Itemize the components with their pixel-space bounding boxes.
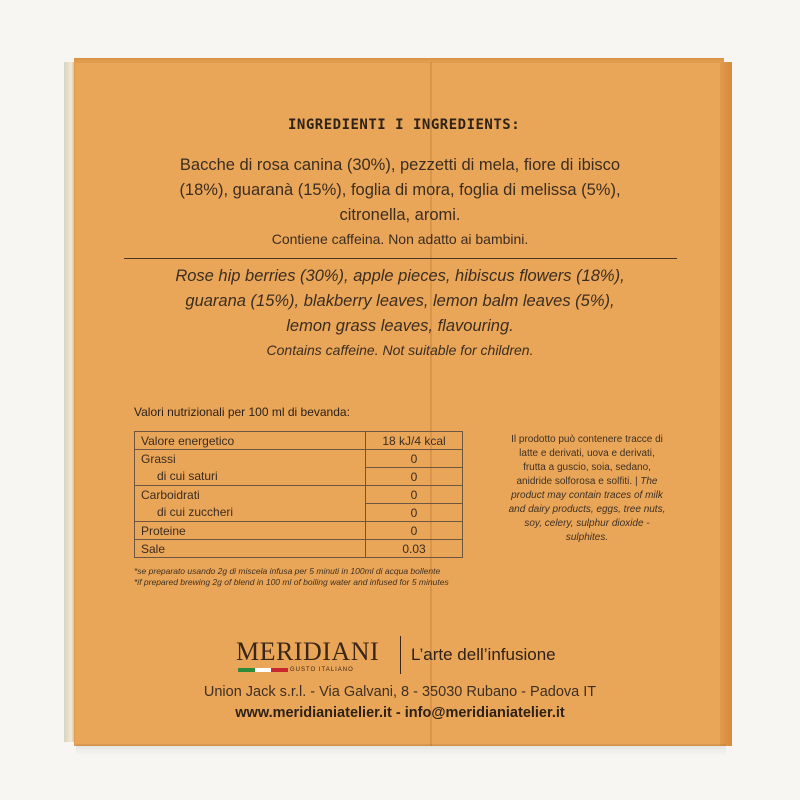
- ingredients-english-line: lemon grass leaves, flavouring.: [286, 317, 514, 335]
- nutrient-label: Grassi: [135, 450, 366, 468]
- allergen-notice: [507, 433, 667, 545]
- table-row: [135, 486, 463, 504]
- allergen-english: | The product may contain traces of milk and dairy products, eggs, tree nuts, soy, celery, sulphur dioxide - sulphites.: [508, 476, 666, 543]
- company-website: www.meridianiatelier.it - info@meridianiatelier.it: [235, 705, 565, 721]
- nutrition-heading: Valori nutrizionali per 100 ml di bevanda:: [134, 405, 350, 419]
- caffeine-warning-english: Contains caffeine. Not suitable for children.: [266, 342, 534, 358]
- flag-green: [238, 668, 255, 672]
- nutrition-table: [134, 431, 463, 558]
- ingredients-italian-line: Bacche di rosa canina (30%), pezzetti di mela, fiore di ibisco: [179, 156, 621, 174]
- nutrition-footnote: [134, 566, 494, 588]
- nutrient-value: 0: [366, 450, 463, 468]
- table-row: [135, 450, 463, 468]
- ingredients-english: [100, 264, 700, 361]
- brand-separator: [400, 636, 401, 674]
- nutrient-label: di cui saturi: [135, 468, 366, 486]
- footnote-english: *if prepared brewing 2g of blend in 100 ml of boiling water and infused for 5 minutes: [134, 577, 449, 587]
- nutrient-label: Carboidrati: [135, 486, 366, 504]
- brand-subtitle: GUSTO ITALIANO: [290, 667, 354, 673]
- nutrient-value: 18 kJ/4 kcal: [366, 432, 463, 450]
- table-row: [135, 504, 463, 522]
- ingredients-title: INGREDIENTI I INGREDIENTS:: [288, 117, 521, 133]
- footnote-italian: *se preparato usando 2g di miscela infusa per 5 minuti in 100ml di acqua bollente: [134, 566, 441, 576]
- nutrient-value: 0: [366, 486, 463, 504]
- section-divider: [124, 258, 677, 259]
- ingredients-english-line: Rose hip berries (30%), apple pieces, hibiscus flowers (18%),: [175, 267, 625, 285]
- box-right-side: [720, 62, 732, 746]
- nutrient-label: Proteine: [135, 522, 366, 540]
- nutrient-label: Sale: [135, 540, 366, 558]
- ingredients-italian: [100, 153, 700, 250]
- brand-logo: MERIDIANI: [236, 637, 380, 666]
- nutrient-value: 0: [366, 468, 463, 486]
- company-address: Union Jack s.r.l. - Via Galvani, 8 - 35030 Rubano - Padova IT: [203, 684, 597, 700]
- ingredients-english-line: guarana (15%), blakberry leaves, lemon balm leaves (5%),: [185, 292, 615, 310]
- flag-red: [271, 668, 288, 672]
- nutrient-value: 0: [366, 522, 463, 540]
- ingredients-italian-line: (18%), guaranà (15%), foglia di mora, foglia di melissa (5%),: [179, 181, 621, 199]
- ingredients-italian-line: citronella, aromi.: [339, 206, 461, 224]
- table-row: [135, 468, 463, 486]
- table-row: [135, 540, 463, 558]
- italian-flag-stripe: [238, 668, 288, 672]
- nutrient-value: 0: [366, 504, 463, 522]
- nutrient-label: Valore energetico: [135, 432, 366, 450]
- flag-white: [255, 668, 272, 672]
- box-shadow: [76, 744, 726, 756]
- nutrient-value: 0.03: [366, 540, 463, 558]
- brand-tagline: L’arte dell’infusione: [411, 645, 556, 664]
- nutrient-label: di cui zuccheri: [135, 504, 366, 522]
- table-row: [135, 432, 463, 450]
- allergen-italian: Il prodotto può contenere tracce di latte e derivati, uova e derivati, frutta a guscio, soia, sedano, anidride solforosa e solfiti.: [511, 434, 663, 487]
- table-row: [135, 522, 463, 540]
- caffeine-warning-italian: Contiene caffeina. Non adatto ai bambini.: [271, 231, 529, 247]
